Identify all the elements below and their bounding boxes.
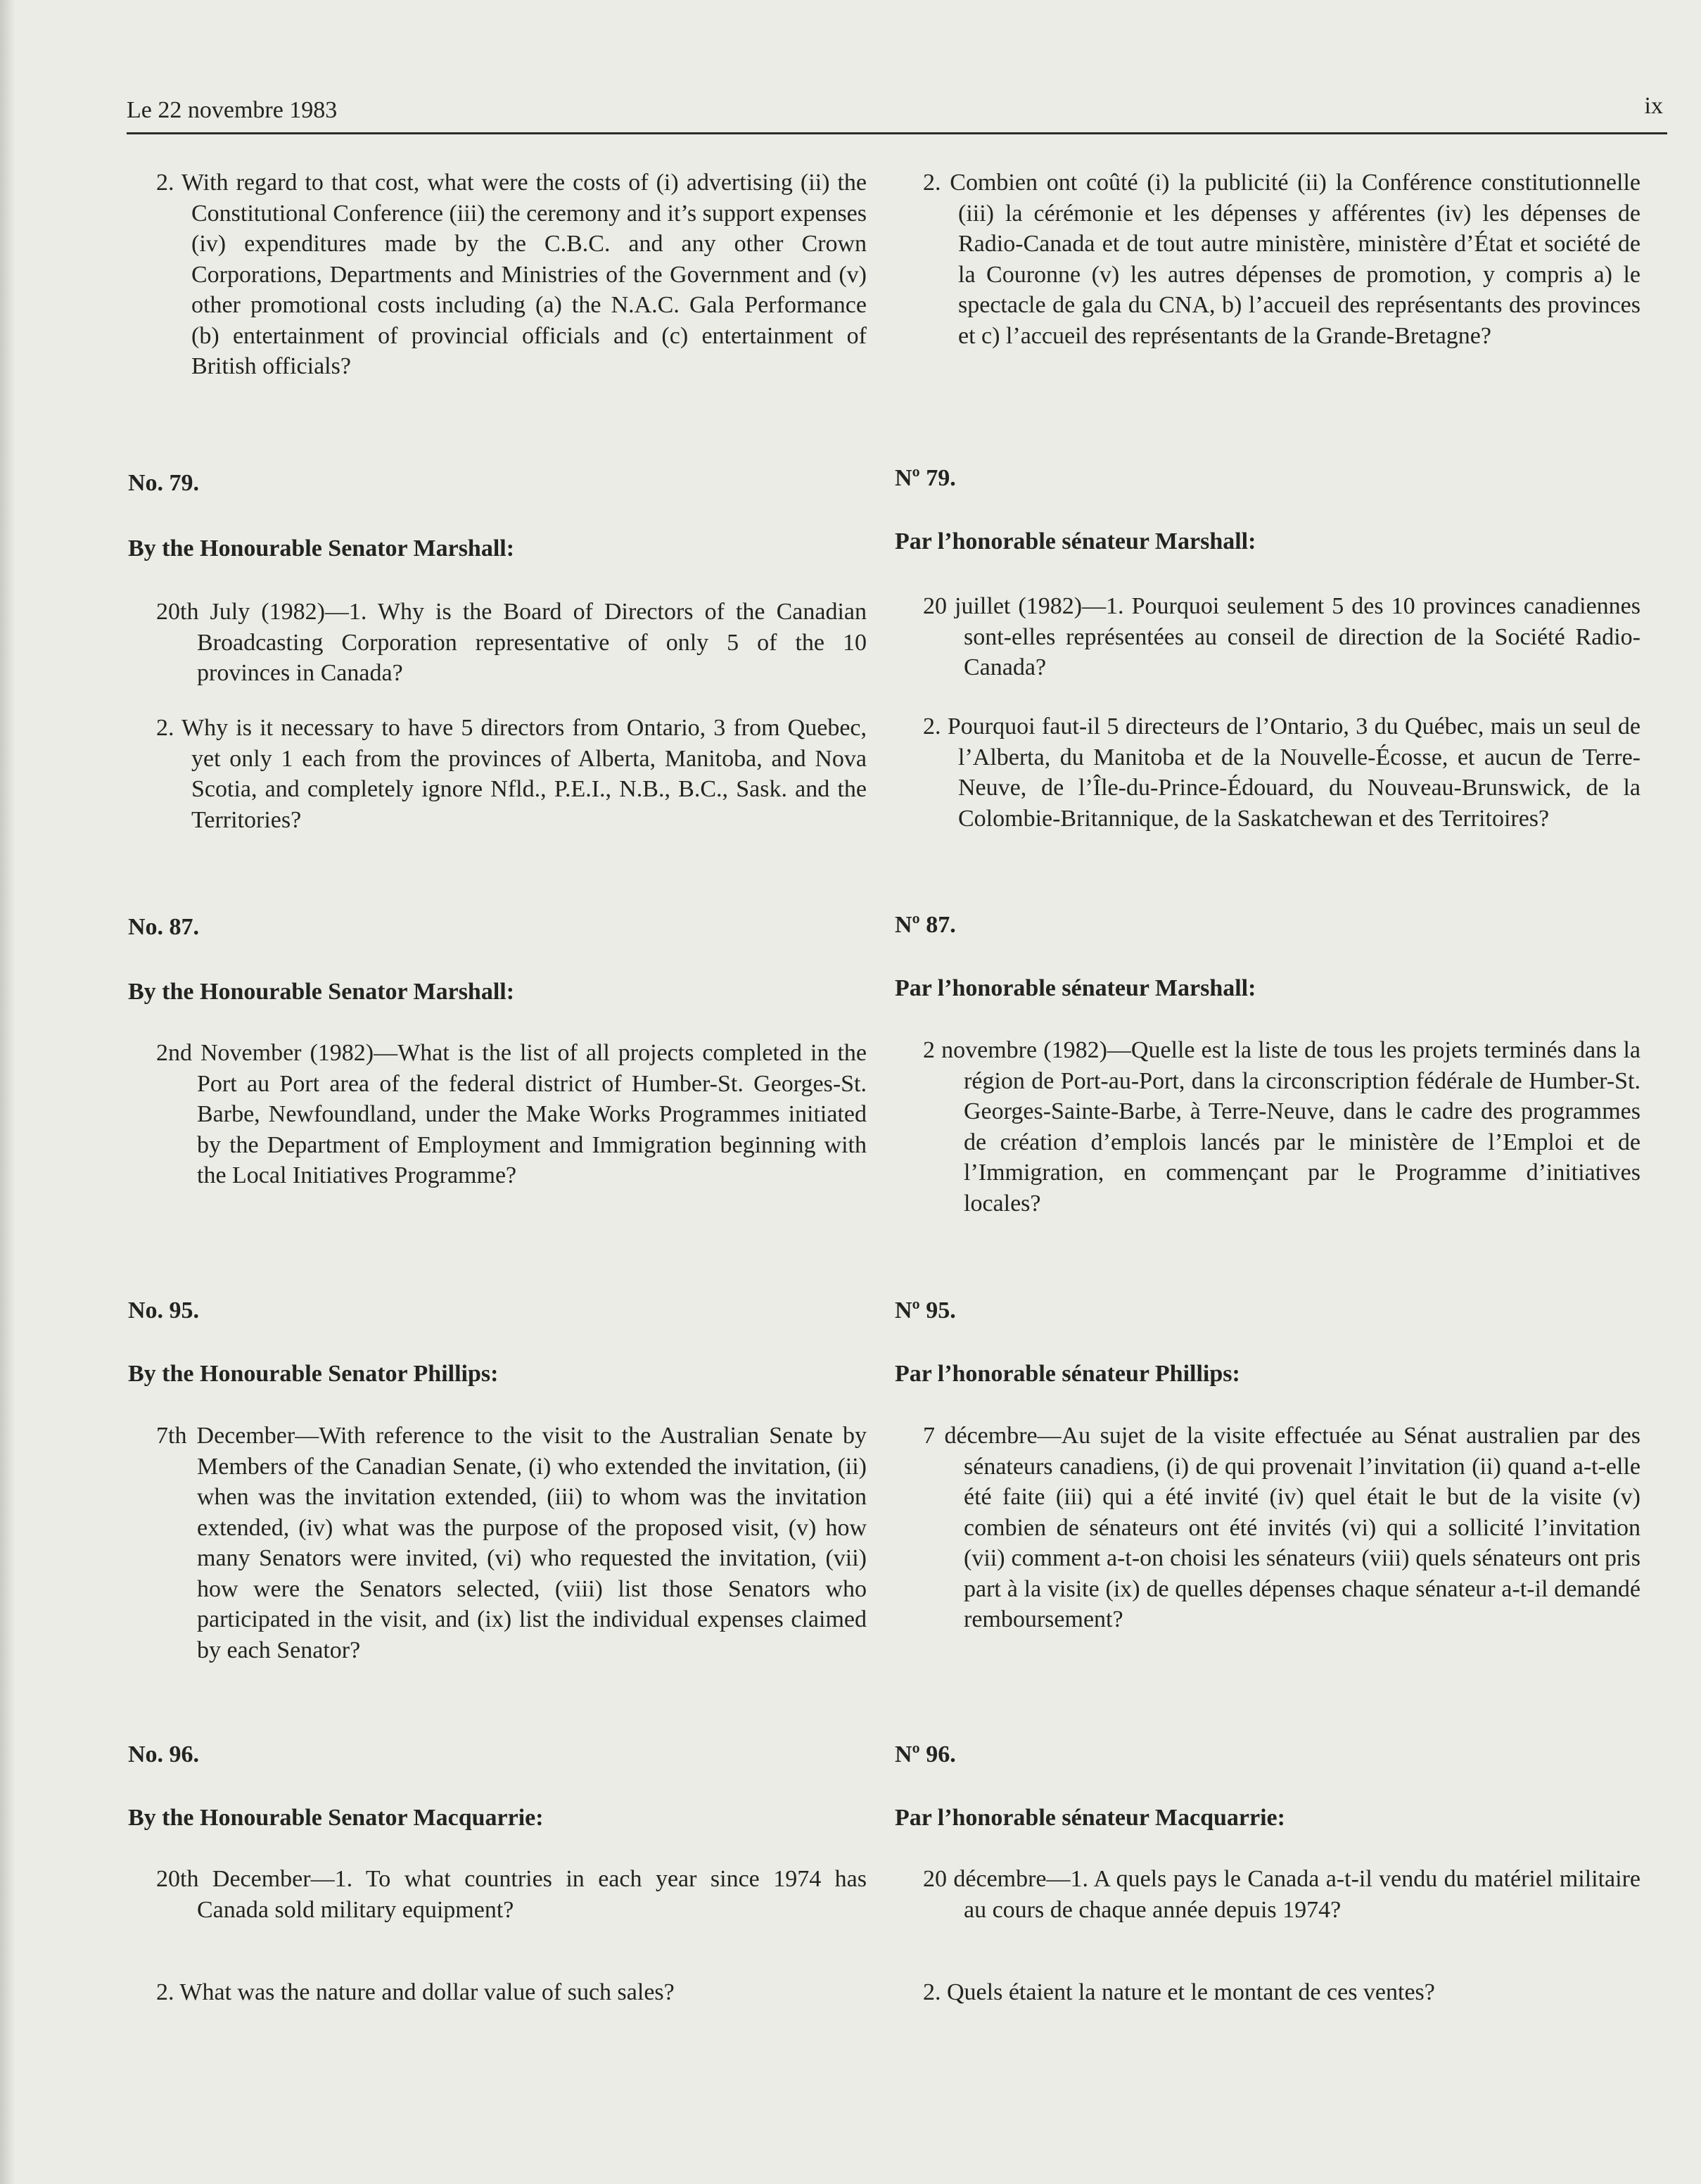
page-number: ix xyxy=(1644,93,1663,119)
question-number-87-fr: Nº 87. xyxy=(895,912,956,938)
question-79-author-fr: Par l’honorable sénateur Marshall: xyxy=(895,528,1256,554)
question-79-item-2-fr: 2. Pourquoi faut-il 5 directeurs de l’Ontario, 3 du Québec, mais un seul de l’Alberta, du Manitoba et de la Nouvelle-Écosse, et aucun de Terre-Neuve, de l’Île-du-Prince-Édouard, du Nouveau-Brunswick, de la Colombie-Britannique, de la Saskatchewan et des Territoires? xyxy=(923,713,1641,832)
question-96-author-fr: Par l’honorable sénateur Macquarrie: xyxy=(895,1805,1285,1831)
question-95-author: By the Honourable Senator Phillips: xyxy=(128,1361,499,1387)
question-87-author: By the Honourable Senator Marshall: xyxy=(128,979,515,1005)
question-number-96: No. 96. xyxy=(128,1741,200,1767)
intro-item-2: 2. With regard to that cost, what were the costs of (i) advertising (ii) the Constitutional Conference (iii) the ceremony and it’s support expenses (iv) expenditures made by the C.B.C. and any other Crown Corporations, Departments and Ministries of the Government and (v) other promotional costs including (a) the N.A.C. Gala Performance (b) entertainment of provincial officials and (c) entertainment of British officials? xyxy=(156,170,867,379)
question-number-79: No. 79. xyxy=(128,470,200,496)
question-87-author-fr: Par l’honorable sénateur Marshall: xyxy=(895,975,1256,1001)
question-87-item-1-fr: 2 novembre (1982)—Quelle est la liste de tous les projets terminés dans la région de Port-au-Port, dans la circonscription fédérale de Humber-St. Georges-Sainte-Barbe, à Terre-Neuve, dans le cadre des programmes de création d’emplois lancés par le ministère de l’Emploi et de l’Immigration, en commençant par le Programme d’initiatives locales? xyxy=(923,1037,1641,1217)
question-number-79-fr: Nº 79. xyxy=(895,465,956,491)
question-96-item-1: 20th December—1. To what countries in each year since 1974 has Canada sold military equipment? xyxy=(156,1866,867,1923)
question-95-item-1-fr: 7 décembre—Au sujet de la visite effectuée au Sénat australien par des sénateurs canadiens, (i) de qui provenait l’invitation (ii) quand a-t-elle été faite (iii) qui a été invité (iv) quel était le but de la visite (v) combien de sénateurs ont été invités (vi) qui a sollicité l’invitation (vii) comment a-t-on choisi les sénateurs (viii) quels sénateurs ont pris part à la visite (ix) de quelles dépenses chaque sénateur a-t-il demandé remboursement? xyxy=(923,1423,1641,1632)
question-96-item-2-fr: 2. Quels étaient la nature et le montant de ces ventes? xyxy=(923,1979,1435,2005)
question-number-95-fr: Nº 95. xyxy=(895,1297,956,1323)
question-79-item-1-fr: 20 juillet (1982)—1. Pourquoi seulement 5 des 10 provinces canadiennes sont-elles représentées au conseil de direction de la Société Radio-Canada? xyxy=(923,593,1641,680)
page-header xyxy=(127,93,1667,134)
header-date: Le 22 novembre 1983 xyxy=(127,97,338,123)
intro-item-2-fr: 2. Combien ont coûté (i) la publicité (ii) la Conférence constitutionnelle (iii) la cérémonie et les dépenses y afférentes (iv) les dépenses de Radio-Canada et de tout autre ministère, ministère d’État et société de la Couronne (v) les autres dépenses de promotion, y compris a) le spectacle de gala du CNA, b) l’accueil des représentants des provinces et c) l’accueil des représentants de la Grande-Bretagne? xyxy=(923,170,1641,349)
question-95-item-1: 7th December—With reference to the visit to the Australian Senate by Members of the Canadian Senate, (i) who extended the invitation, (ii) when was the invitation extended, (iii) to whom was the invitation extended, (iv) what was the purpose of the proposed visit, (v) how many Senators were invited, (vi) who requested the invitation, (vii) how were the Senators selected, (viii) list those Senators who participated in the visit, and (ix) list the individual expenses claimed by each Senator? xyxy=(156,1423,867,1663)
question-79-author: By the Honourable Senator Marshall: xyxy=(128,535,515,561)
question-number-87: No. 87. xyxy=(128,914,200,940)
question-79-item-2: 2. Why is it necessary to have 5 directors from Ontario, 3 from Quebec, yet only 1 each from the provinces of Alberta, Manitoba, and Nova Scotia, and completely ignore Nfld., P.E.I., N.B., B.C., Sask. and the Territories? xyxy=(156,715,867,833)
question-number-95: No. 95. xyxy=(128,1297,200,1323)
question-number-96-fr: Nº 96. xyxy=(895,1741,956,1767)
question-95-author-fr: Par l’honorable sénateur Phillips: xyxy=(895,1361,1240,1387)
question-96-item-1-fr: 20 décembre—1. A quels pays le Canada a-t-il vendu du matériel militaire au cours de chaque année depuis 1974? xyxy=(923,1866,1641,1923)
page-spine-shadow xyxy=(0,0,15,2184)
question-87-item-1: 2nd November (1982)—What is the list of all projects completed in the Port au Port area of the federal district of Humber-St. Georges-St. Barbe, Newfoundland, under the Make Works Programmes initiated by the Department of Employment and Immigration beginning with the Local Initiatives Programme? xyxy=(156,1040,867,1188)
question-96-item-2: 2. What was the nature and dollar value of such sales? xyxy=(156,1979,675,2005)
question-96-author: By the Honourable Senator Macquarrie: xyxy=(128,1805,544,1831)
question-79-item-1: 20th July (1982)—1. Why is the Board of Directors of the Canadian Broadcasting Corporation representative of only 5 of the 10 provinces in Canada? xyxy=(156,599,867,686)
